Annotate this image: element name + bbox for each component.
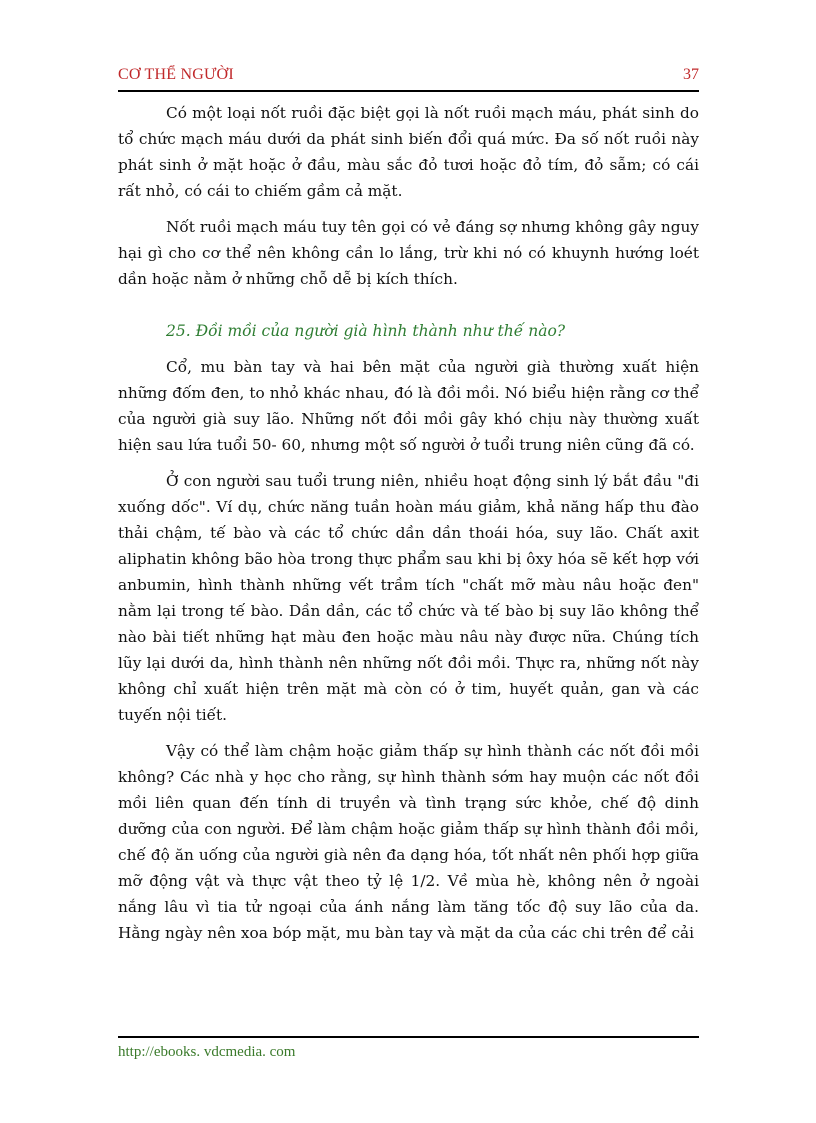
page-content bbox=[118, 100, 699, 956]
header-divider bbox=[118, 90, 699, 92]
section-heading: 25. Đồi mồi của người già hình thành như thế nào? bbox=[166, 322, 566, 340]
paragraph: Có một loại nốt ruồi đặc biệt gọi là nốt ruồi mạch máu, phát sinh do tổ chức mạch máu dưới da phát sinh biến đổi quá mức. Đa số nốt ruồi này phát sinh ở mặt hoặc ở đầu, màu sắc đỏ tươi hoặc đỏ tím, đỏ sẫm; có cái rất nhỏ, có cái to chiếm gầm cả mặt. bbox=[118, 104, 699, 200]
page-number: 37 bbox=[683, 66, 699, 83]
footer-divider bbox=[118, 1036, 699, 1038]
paragraph: Cổ, mu bàn tay và hai bên mặt của người già thường xuất hiện những đốm đen, to nhỏ khác nhau, đó là đồi mồi. Nó biểu hiện rằng cơ thể của người già suy lão. Những nốt đồi mồi gây khó chịu này thường xuất hiện sau lứa tuổi 50- 60, nhưng một số người ở tuổi trung niên cũng đã có. bbox=[118, 358, 699, 454]
footer-link[interactable]: http://ebooks. vdcmedia. com bbox=[118, 1044, 296, 1060]
paragraph: Ở con người sau tuổi trung niên, nhiều hoạt động sinh lý bắt đầu "đi xuống dốc". Ví dụ, chức năng tuần hoàn máu giảm, khả năng hấp thu đào thải chậm, tế bào và các tổ chức dần dần thoái hóa, suy lão. Chất axit aliphatin không bão hòa trong thực phẩm sau khi bị ôxy hóa sẽ kết hợp với anbumin, hình thành những vết trầm tích "chất mỡ màu nâu hoặc đen" nằm lại trong tế bào. Dần dần, các tổ chức và tế bào bị suy lão không thể nào bài tiết những hạt màu đen hoặc màu nâu này được nữa. Chúng tích lũy lại dưới da, hình thành nên những nốt đồi mồi. Thực ra, những nốt này không chỉ xuất hiện trên mặt mà còn có ở tim, huyết quản, gan và các tuyến nội tiết. bbox=[118, 472, 699, 724]
book-title: CƠ THỂ NGƯỜI bbox=[118, 66, 234, 83]
paragraph: Nốt ruồi mạch máu tuy tên gọi có vẻ đáng sợ nhưng không gây nguy hại gì cho cơ thể nên không cần lo lắng, trừ khi nó có khuynh hướng loét dần hoặc nằm ở những chỗ dễ bị kích thích. bbox=[118, 218, 699, 288]
page-header bbox=[118, 66, 699, 86]
paragraph: Vậy có thể làm chậm hoặc giảm thấp sự hình thành các nốt đồi mồi không? Các nhà y học cho rằng, sự hình thành sớm hay muộn các nốt đồi mồi liên quan đến tính di truyền và tình trạng sức khỏe, chế độ dinh dưỡng của con người. Để làm chậm hoặc giảm thấp sự hình thành đồi mồi, chế độ ăn uống của người già nên đa dạng hóa, tốt nhất nên phối hợp giữa mỡ động vật và thực vật theo tỷ lệ 1/2. Về mùa hè, không nên ở ngoài nắng lâu vì tia tử ngoại của ánh nắng làm tăng tốc độ suy lão của da. Hằng ngày nên xoa bóp mặt, mu bàn tay và mặt da của các chi trên để cải bbox=[118, 742, 699, 942]
